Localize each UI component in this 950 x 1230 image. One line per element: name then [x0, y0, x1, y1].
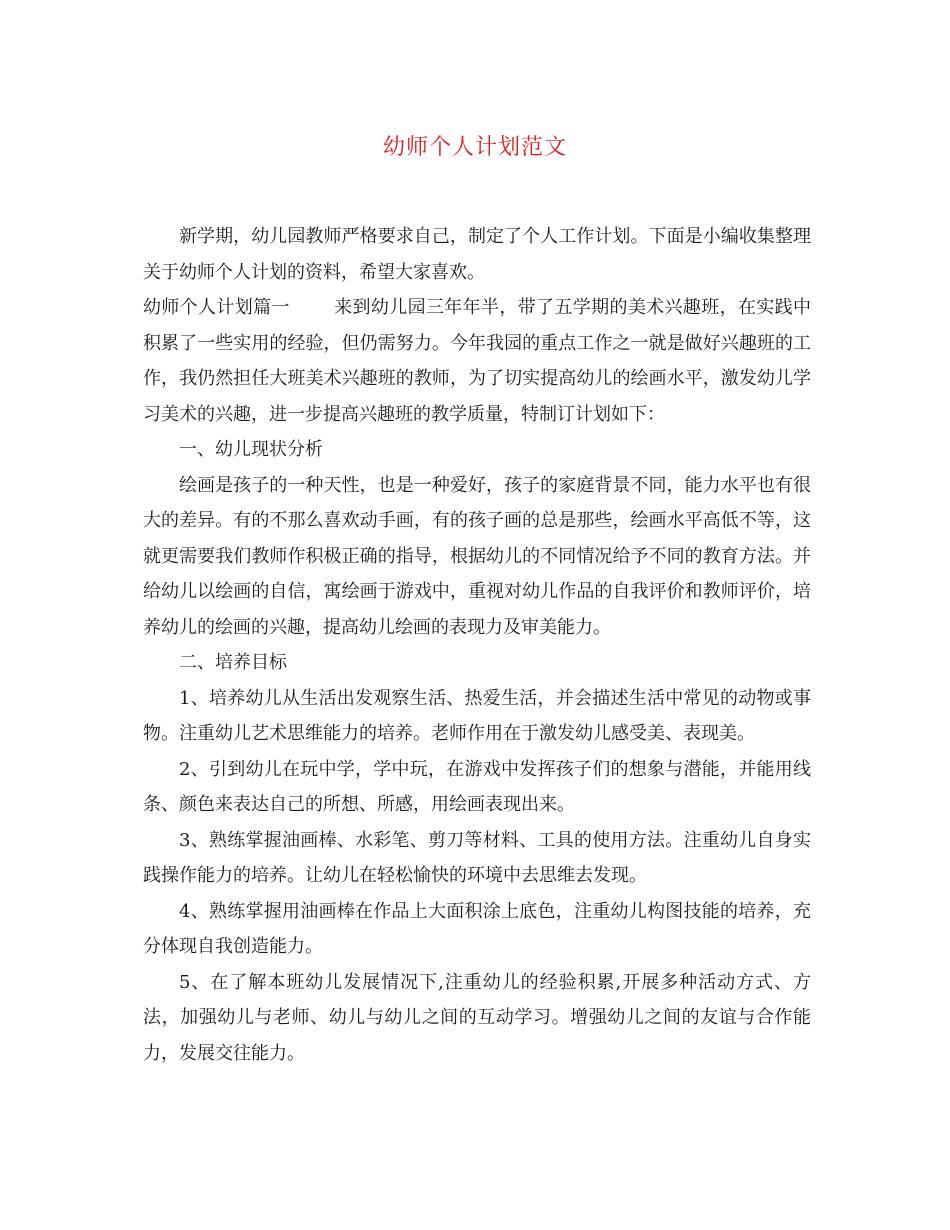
heading-analysis: 一、幼儿现状分析 [179, 439, 323, 460]
goal-item-3: 3、熟练掌握油画棒、水彩笔、剪刀等材料、工具的使用方法。注重幼儿自身实践操作能力的培养。让幼儿在轻松愉快的环境中去思维去发现。 [143, 829, 811, 886]
goal-item-5: 5、在了解本班幼儿发展情况下,注重幼儿的经验积累,开展多种活动方式、方法，加强幼儿与老师、幼儿与幼儿之间的互动学习。增强幼儿之间的友谊与合作能力，发展交往能力。 [143, 971, 811, 1064]
analysis-paragraph: 绘画是孩子的一种天性，也是一种爱好，孩子的家庭背景不同，能力水平也有很大的差异。有的不那么喜欢动手画，有的孩子画的总是那些，绘画水平高低不等，这就更需要我们教师作积极正确的指导，根据幼儿的不同情况给予不同的教育方法。并给幼儿以绘画的自信，寓绘画于游戏中，重视对幼儿作品的自我评价和教师评价，培养幼儿的绘画的兴趣，提高幼儿绘画的表现力及审美能力。 [143, 474, 811, 638]
heading-goals: 二、培养目标 [179, 652, 287, 673]
goal-item-2: 2、引到幼儿在玩中学，学中玩，在游戏中发挥孩子们的想象与潜能，并能用线条、颜色来表达自己的所想、所感，用绘画表现出来。 [143, 758, 811, 815]
section-paragraph [143, 290, 811, 432]
section-label: 幼师个人计划篇一 [143, 297, 290, 318]
goal-item-1: 1、培养幼儿从生活出发观察生活、热爱生活，并会描述生活中常见的动物或事物。注重幼儿艺术思维能力的培养。老师作用在于激发幼儿感受美、表现美。 [143, 687, 811, 744]
section-intro: 来到幼儿园三年年半，带了五学期的美术兴趣班，在实践中积累了一些实用的经验，但仍需努力。今年我园的重点工作之一就是做好兴趣班的工作，我仍然担任大班美术兴趣班的教师，为了切实提高幼儿的绘画水平，激发幼儿学习美术的兴趣，进一步提高兴趣班的教学质量，特制订计划如下： [143, 297, 812, 425]
intro-paragraph: 新学期，幼儿园教师严格要求自己，制定了个人工作计划。下面是小编收集整理关于幼师个人计划的资料，希望大家喜欢。 [143, 226, 811, 283]
goal-item-4: 4、熟练掌握用油画棒在作品上大面积涂上底色，注重幼儿构图技能的培养，充分体现自我创造能力。 [143, 900, 811, 957]
document-title: 幼师个人计划范文 [382, 135, 567, 160]
document-body [143, 219, 811, 1071]
